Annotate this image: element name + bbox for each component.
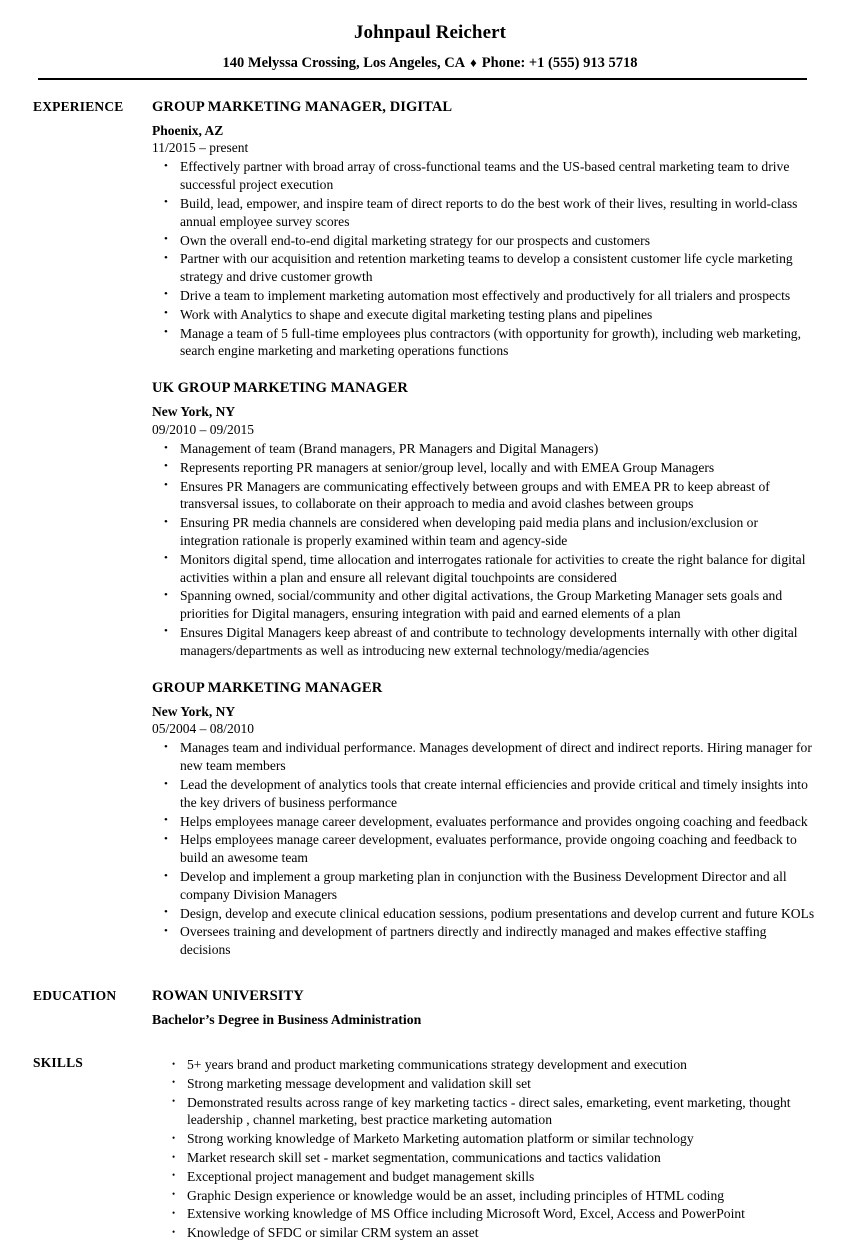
job-bullet: • Partner with our acquisition and retention marketing teams to develop a consistent customer life cycle marketing strategy and drive customer growth bbox=[152, 250, 820, 286]
section-label-skills: SKILLS bbox=[33, 1055, 83, 1071]
job-bullet: • Ensures Digital Managers keep abreast of and contribute to technology developments internally with other digital managers/departments as well as introducing new external technology/media/agencies bbox=[152, 624, 820, 660]
diamond-separator-icon: ♦ bbox=[470, 54, 477, 70]
job-bullet: • Own the overall end-to-end digital marketing strategy for our prospects and customers bbox=[152, 232, 820, 250]
section-label-experience: EXPERIENCE bbox=[33, 98, 124, 114]
job-bullet: • Helps employees manage career development, evaluates performance and provides ongoing coaching and feedback bbox=[152, 813, 820, 831]
job-bullet: • Work with Analytics to shape and execute digital marketing testing plans and pipelines bbox=[152, 306, 820, 324]
candidate-contact-line bbox=[0, 55, 860, 72]
job-bullet: • Build, lead, empower, and inspire team of direct reports to do the best work of their lives, resulting in world-class annual employee survey scores bbox=[152, 195, 820, 231]
skill-item: • Extensive working knowledge of MS Office including Microsoft Word, Excel, Access and PowerPoint bbox=[152, 1205, 820, 1223]
job-bullet: • Manages team and individual performance. Manages development of direct and indirect reports. Hiring manager for new team members bbox=[152, 739, 820, 775]
job-dates: 11/2015 – present bbox=[152, 140, 249, 156]
job-title: GROUP MARKETING MANAGER, DIGITAL bbox=[152, 98, 453, 115]
job-bullet: • Drive a team to implement marketing automation most effectively and productively for all trialers and prospects bbox=[152, 287, 820, 305]
job-bullet: • Represents reporting PR managers at senior/group level, locally and with EMEA Group Managers bbox=[152, 459, 820, 477]
section-label-education: EDUCATION bbox=[33, 987, 117, 1003]
education-entry bbox=[152, 987, 820, 1029]
job-bullet: • Design, develop and execute clinical education sessions, podium presentations and develop current and future KOLs bbox=[152, 905, 820, 923]
job-bullet: • Lead the development of analytics tools that create internal efficiencies and provide critical and timely insights into the key drivers of business performance bbox=[152, 776, 820, 812]
candidate-name: Johnpaul Reichert bbox=[353, 22, 507, 43]
experience-jobs-list bbox=[152, 98, 820, 959]
job-bullet-list bbox=[152, 158, 820, 360]
section-experience bbox=[33, 98, 820, 959]
job-bullet: • Manage a team of 5 full-time employees plus contractors (with opportunity for growth), including web marketing, search engine marketing and marketing operations functions bbox=[152, 325, 820, 361]
job-dates: 09/2010 – 09/2015 bbox=[152, 421, 255, 437]
skill-item: • Graphic Design experience or knowledge would be an asset, including principles of HTML coding bbox=[152, 1187, 820, 1205]
section-skills bbox=[33, 1054, 820, 1242]
skills-list bbox=[152, 1056, 820, 1242]
skill-item: • Market research skill set - market segmentation, communications and tactics validation bbox=[152, 1149, 820, 1167]
job-bullet: • Monitors digital spend, time allocation and interrogates rationale for activities to create the right balance for digital activities within a plan and ensure all relevant digital touchpoints are considered bbox=[152, 551, 820, 587]
job-bullet: • Spanning owned, social/community and other digital activations, the Group Marketing Manager sets goals and priorities for Digital managers, ensuring integration with paid and earned elements of a plan bbox=[152, 587, 820, 623]
section-education bbox=[33, 987, 820, 1029]
education-degree: Bachelor’s Degree in Business Administration bbox=[152, 1012, 422, 1028]
resume-content bbox=[0, 98, 860, 1242]
skill-item: • Knowledge of SFDC or similar CRM system an asset bbox=[152, 1224, 820, 1242]
skill-item: • Strong marketing message development and validation skill set bbox=[152, 1075, 820, 1093]
resume-header bbox=[0, 0, 860, 80]
job-bullet: • Ensuring PR media channels are considered when developing paid media plans and inclusion/exclusion or integration rationale is properly examined within team and agency-side bbox=[152, 514, 820, 550]
candidate-address: 140 Melyssa Crossing, Los Angeles, CA bbox=[222, 54, 466, 71]
job-entry bbox=[152, 379, 820, 659]
skill-item: • Strong working knowledge of Marketo Marketing automation platform or similar technology bbox=[152, 1130, 820, 1148]
job-location: New York, NY bbox=[152, 703, 236, 719]
skill-item: • Exceptional project management and budget management skills bbox=[152, 1168, 820, 1186]
job-bullet: • Management of team (Brand managers, PR Managers and Digital Managers) bbox=[152, 440, 820, 458]
job-bullet: • Oversees training and development of partners directly and indirectly managed and makes effective staffing decisions bbox=[152, 923, 820, 959]
job-bullet: • Ensures PR Managers are communicating effectively between groups and with EMEA PR to keep abreast of transversal issues, to collaborate on their approach to media and avoid clashes between groups bbox=[152, 478, 820, 514]
job-entry bbox=[152, 98, 820, 361]
job-location: New York, NY bbox=[152, 404, 236, 420]
header-divider bbox=[38, 78, 807, 80]
job-dates: 05/2004 – 08/2010 bbox=[152, 721, 255, 737]
skill-item: • Demonstrated results across range of key marketing tactics - direct sales, emarketing, event marketing, thought leadership , channel marketing, best practice marketing automation bbox=[152, 1094, 820, 1130]
education-school: ROWAN UNIVERSITY bbox=[152, 987, 304, 1004]
job-bullet: • Develop and implement a group marketing plan in conjunction with the Business Development Director and all company Division Managers bbox=[152, 868, 820, 904]
job-title: UK GROUP MARKETING MANAGER bbox=[152, 380, 408, 397]
skills-body bbox=[152, 1054, 820, 1242]
skill-item: • 5+ years brand and product marketing communications strategy development and execution bbox=[152, 1056, 820, 1074]
job-title: GROUP MARKETING MANAGER bbox=[152, 679, 383, 696]
job-bullet: • Helps employees manage career development, evaluates performance, provide ongoing coaching and feedback to build an awesome team bbox=[152, 831, 820, 867]
job-bullet-list bbox=[152, 739, 820, 959]
job-bullet-list bbox=[152, 440, 820, 660]
job-bullet: • Effectively partner with broad array of cross-functional teams and the US-based central marketing team to drive successful project execution bbox=[152, 158, 820, 194]
job-entry bbox=[152, 679, 820, 959]
candidate-phone: Phone: +1 (555) 913 5718 bbox=[481, 54, 638, 71]
job-location: Phoenix, AZ bbox=[152, 122, 224, 138]
